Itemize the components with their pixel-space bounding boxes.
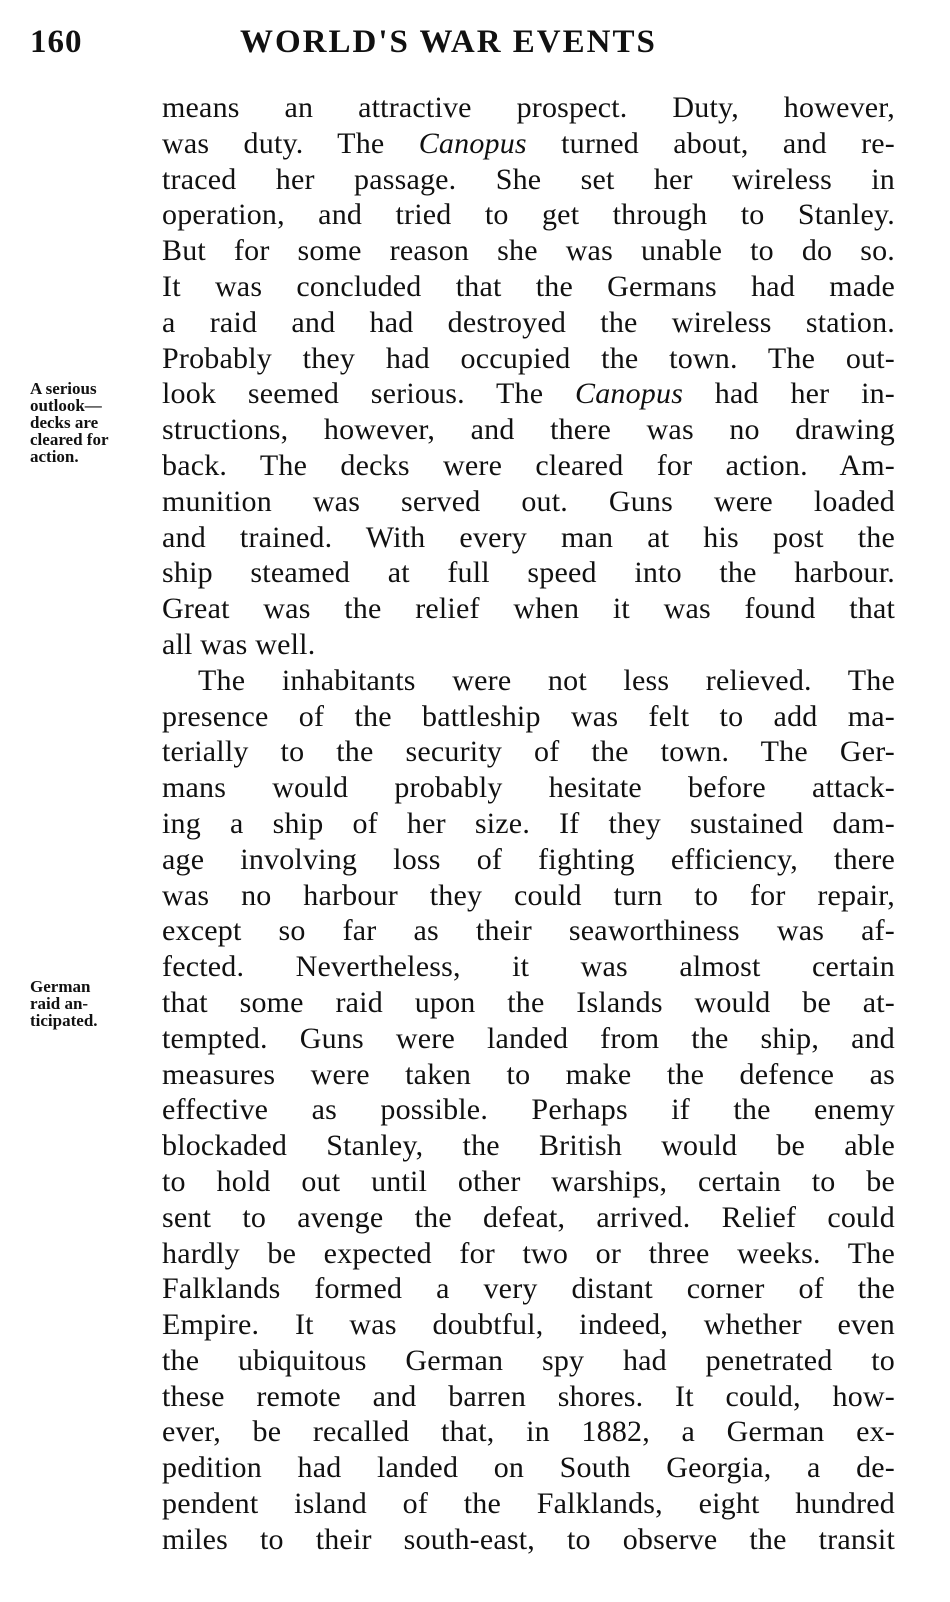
margin-note-line: outlook— [30,396,102,415]
text-line: age involving loss of fighting efficiency, there [162,842,895,876]
text-line: Falklands formed a very distant corner of the [162,1272,895,1306]
margin-note-line: decks are [30,413,99,432]
ship-name: Canopus [574,377,684,411]
margin-note-line: German [30,977,91,996]
text-line: Empire. It was doubtful, indeed, whether even [162,1308,895,1342]
text-line: blockaded Stanley, the British would be able [162,1129,895,1163]
body-text [162,90,895,1558]
text-line: all was well. [162,627,316,661]
page-header [30,24,930,72]
text-line: that some raid upon the Islands would be at- [162,985,895,1019]
text-line: tempted. Guns were landed from the ship, and [162,1021,895,1055]
text-line: ing a ship of her size. If they sustained dam- [162,806,895,840]
text-line: was duty. The Canopus turned about, and re- [162,126,895,160]
text-line: measures were taken to make the defence as [162,1057,895,1091]
running-title: WORLD'S WAR EVENTS [240,24,657,60]
ship-name: Canopus [418,126,527,160]
text-line: hardly be expected for two or three weeks. The [162,1236,895,1270]
text-line: mans would probably hesitate before attack- [162,771,895,805]
text-line: sent to avenge the defeat, arrived. Relief could [162,1200,895,1234]
margin-note-line: cleared for [30,430,109,449]
text-line: and trained. With every man at his post the [162,520,895,554]
text-line: It was concluded that the Germans had made [162,269,895,303]
text-line: these remote and barren shores. It could, how- [162,1379,895,1413]
text-line: munition was served out. Guns were loaded [162,484,895,518]
text-line: Great was the relief when it was found that [162,592,895,626]
text-line: was no harbour they could turn to for repair, [162,878,895,912]
margin-note-line: action. [30,447,79,466]
text-line: effective as possible. Perhaps if the enemy [162,1093,895,1127]
text-line: The inhabitants were not less relieved. The [198,663,895,697]
text-line: traced her passage. She set her wireless in [162,162,895,196]
text-line: operation, and tried to get through to Stanley. [162,198,895,232]
text-line: presence of the battleship was felt to add ma- [162,699,895,733]
text-line: terially to the security of the town. The Ger- [162,735,895,769]
text-line: back. The decks were cleared for action. Am- [162,448,895,482]
text-line: ever, be recalled that, in 1882, a German ex- [162,1415,895,1449]
text-line: miles to their south-east, to observe the transit [162,1522,895,1556]
text-line: structions, however, and there was no drawing [162,413,895,447]
text-line: a raid and had destroyed the wireless station. [162,305,895,339]
text-line: means an attractive prospect. Duty, however, [162,91,895,124]
text-line: fected. Nevertheless, it was almost certain [162,950,895,984]
text-line: pendent island of the Falklands, eight hundred [162,1487,895,1521]
text-line: except so far as their seaworthiness was af- [162,914,895,948]
margin-note-line: A serious [30,379,97,398]
page-number: 160 [30,24,83,60]
margin-note-german-raid [30,978,162,1029]
text-line: look seemed serious. The Canopus had her in- [162,377,895,411]
text-line: to hold out until other warships, certain to be [162,1164,895,1198]
text-line: ship steamed at full speed into the harbour. [162,556,895,590]
margin-note-line: ticipated. [30,1011,98,1030]
margin-note-serious-outlook [30,380,162,465]
text-line: Probably they had occupied the town. The out- [162,341,895,375]
text-line: the ubiquitous German spy had penetrated to [162,1343,895,1377]
margin-note-line: raid an- [30,994,89,1013]
text-line: But for some reason she was unable to do so. [162,234,895,268]
text-line: pedition had landed on South Georgia, a de- [162,1451,895,1485]
